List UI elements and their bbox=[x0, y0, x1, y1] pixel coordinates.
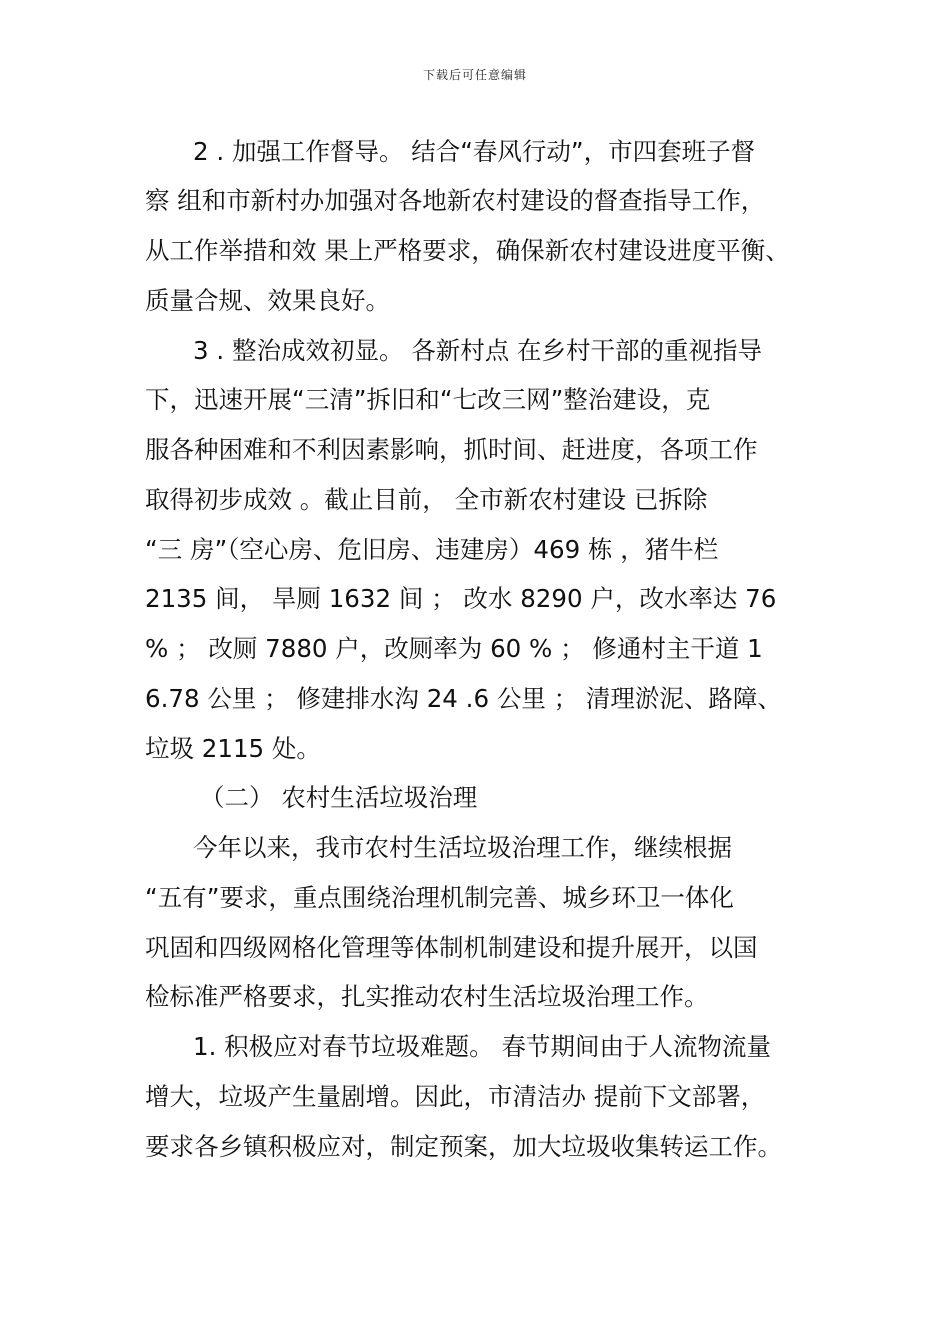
text-line: 质量合规、效果良好。 bbox=[145, 286, 390, 315]
text-line: 察 组和市新村办加强对各地新农村建设的督查指导工作， bbox=[145, 186, 766, 215]
text-line: % ； 改厕 7880 户，改厕率为 60 % ； 修通村主干道 1 bbox=[145, 634, 763, 663]
text-line: 下，迅速开展“三清”拆旧和“七改三网”整治建设，克 bbox=[145, 385, 711, 414]
text-line: 取得初步成效 。截止目前， 全市新农村建设 已拆除 bbox=[145, 485, 708, 514]
text-line: 2135 间， 旱厕 1632 间 ； 改水 8290 户，改水率达 76 bbox=[145, 584, 777, 613]
text-line: 2 . 加强工作督导。 结合“春风行动”，市四套班子督 bbox=[193, 137, 756, 166]
text-line: “五有”要求，重点围绕治理机制完善、城乡环卫一体化 bbox=[145, 883, 734, 912]
text-line: 检标准严格要求，扎实推动农村生活垃圾治理工作。 bbox=[145, 982, 709, 1011]
page-header-note: 下载后可任意编辑 bbox=[422, 68, 527, 82]
text-line: 要求各乡镇积极应对，制定预案，加大垃圾收集转运工作。 bbox=[145, 1132, 782, 1161]
text-line: 垃圾 2115 处。 bbox=[145, 734, 321, 763]
text-line: “三 房”（空心房、危旧房、违建房）469 栋 ，猪牛栏 bbox=[145, 535, 719, 564]
text-line: 增大，垃圾产生量剧增。因此，市清洁办 提前下文部署， bbox=[145, 1082, 766, 1111]
text-line: 1. 积极应对春节垃圾难题。 春节期间由于人流物流量 bbox=[193, 1032, 771, 1061]
text-line: 今年以来，我市农村生活垃圾治理工作，继续根据 bbox=[193, 833, 732, 862]
text-line: 6.78 公里 ； 修建排水沟 24 .6 公里 ； 清理淤泥、路障、 bbox=[145, 684, 782, 713]
text-line: 服各种困难和不利因素影响，抓时间、赶进度，各项工作 bbox=[145, 435, 758, 464]
section-heading: （二） 农村生活垃圾治理 bbox=[200, 783, 478, 812]
text-line: 从工作举措和效 果上严格要求，确保新农村建设进度平衡、 bbox=[145, 236, 790, 265]
text-line: 3 . 整治成效初显。 各新村点 在乡村干部的重视指导 bbox=[193, 336, 763, 365]
text-line: 巩固和四级网格化管理等体制机制建设和提升展开，以国 bbox=[145, 933, 758, 962]
